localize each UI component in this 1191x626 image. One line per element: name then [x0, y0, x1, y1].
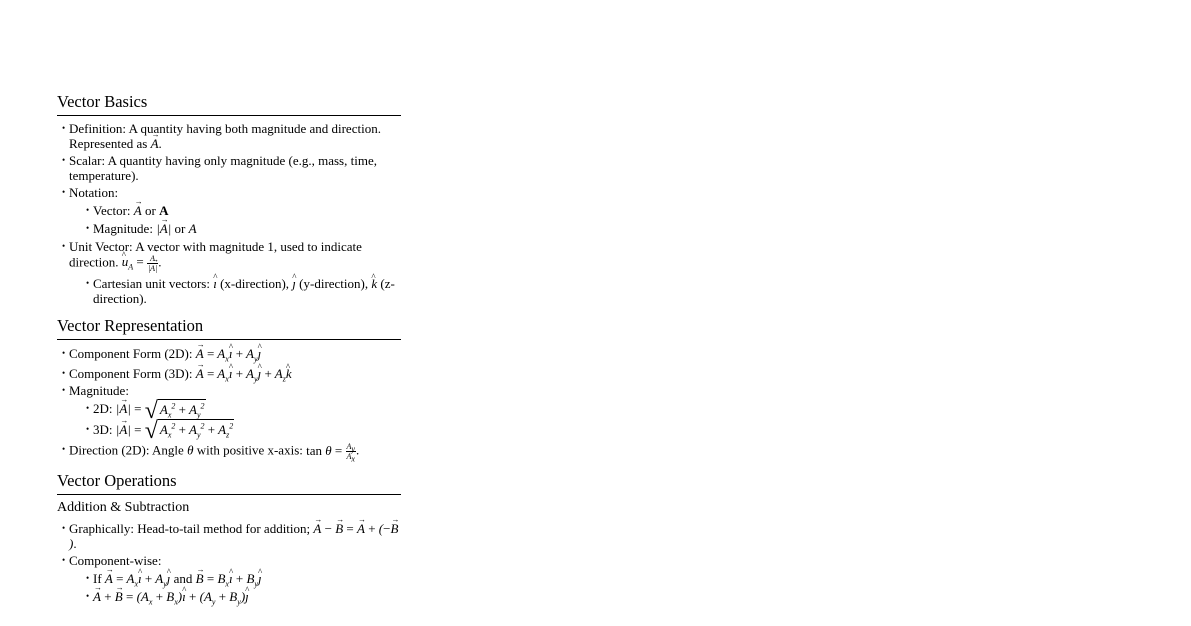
- sub-list: [69, 276, 401, 306]
- list-item-scalar: • Scalar: A quantity having only magnitude (e.g., mass, time, temperature).: [57, 153, 401, 183]
- list-item-notation: • Notation: • Vector: A → or A • Magnitude: |A →| or A: [57, 185, 401, 236]
- list-item-if-definition: • If A → = $A_xı$ ^ + $A_yȷ$ ^ and B → = $B_xı$ ^ + $B_yȷ$ ^: [81, 571, 401, 586]
- list-item-vector-notation: • Vector: A → or A: [81, 203, 401, 218]
- list-item-component-wise: • Component-wise: • If A → = $A_xı$ ^ + $A_yȷ$ ^ and B → = $B_xı$ ^ + $B_yȷ$ ^ • A → + B → = ($A_x$ + $B_x)ı$ ^ + ($A_y$ + $B_y)ȷ$ ^: [57, 553, 401, 604]
- list-item-magnitude-3d: • 3D: |A →| = √ $A_x^2 + A_y^2 + A_z^2$: [81, 422, 401, 440]
- list-item-magnitude-notation: • Magnitude: |A →| or A: [81, 221, 401, 236]
- notes-column: [57, 92, 401, 614]
- list-item-magnitude: • Magnitude: • 2D: |A →| = √ $A_x^2 + A_y^2$ • 3D: |A →| = √ $A_x^2 + A_y^2 + A_z^2$: [57, 383, 401, 439]
- section-title: Vector Basics: [57, 92, 401, 116]
- section-vector-basics: [57, 92, 401, 306]
- bullet-list: [57, 346, 401, 464]
- bullet-list: [57, 521, 401, 607]
- list-item-sum-formula: • A → + B → = ($A_x$ + $B_x)ı$ ^ + ($A_y$ + $B_y)ȷ$ ^: [81, 589, 401, 604]
- sub-list: [69, 571, 401, 607]
- list-item-definition: • Definition: A quantity having both magnitude and direction. Represented as A →.: [57, 121, 401, 151]
- list-item-graphical: • Graphically: Head-to-tail method for addition; A → − B → = A → + (−B →).: [57, 521, 401, 551]
- section-title: Vector Operations: [57, 471, 401, 495]
- list-item-component-3d: • Component Form (3D): A → = $A_xı$ ^ + $A_yȷ$ ^ + $A_zk$ ^: [57, 366, 401, 381]
- section-title: Vector Representation: [57, 316, 401, 340]
- subsection-title: Addition & Subtraction: [57, 500, 190, 516]
- list-item-magnitude-2d: • 2D: |A →| = √ $A_x^2 + A_y^2$: [81, 401, 401, 419]
- sub-list: [69, 397, 401, 445]
- section-vector-representation: [57, 316, 401, 464]
- list-item-direction: • Direction (2D): Angle θ with positive x-axis: tan θ = $\frac{A_y}{A_x}$ .: [57, 442, 401, 461]
- section-vector-operations: [57, 471, 401, 607]
- list-item-unit-vector: • Unit Vector: A vector with magnitude 1, used to indicate direction. u $\^{}_A$ = $\frac{A \to}{|A \to|}$ . • Cartesian unit vectors: ı ^ (x-direction), ȷ ^ (y-direction), k ^ (z-direction).: [57, 239, 401, 306]
- list-item-cartesian: • Cartesian unit vectors: ı ^ (x-direction), ȷ ^ (y-direction), k ^ (z-direction).: [81, 276, 401, 306]
- sub-list: [69, 203, 401, 236]
- list-item-component-2d: • Component Form (2D): A → = $A_xı$ ^ + $A_yȷ$ ^: [57, 346, 401, 361]
- bullet-list: [57, 121, 401, 306]
